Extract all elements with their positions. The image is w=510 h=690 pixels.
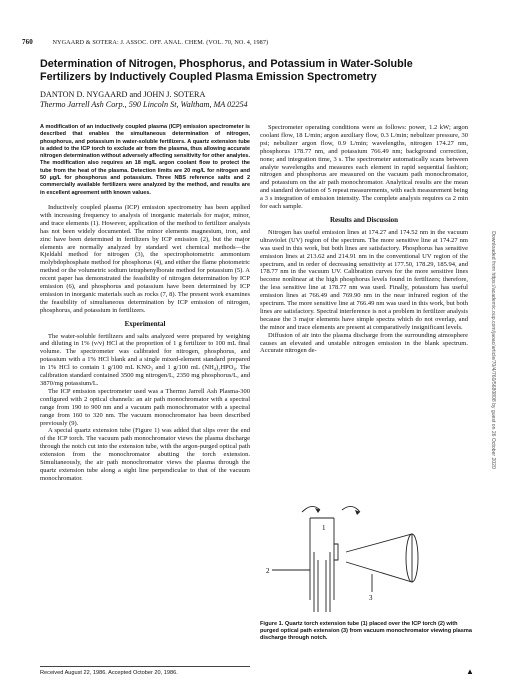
corner-mark: ▲: [466, 667, 474, 676]
abstract: A modification of an inductively coupled plasma (ICP) emission spectrometer is described that enables the simultaneous determination of nitrogen, phosphorus, and potassium in water-soluble fertilizers. A quartz extension tube is added to the ICP torch to exclude air from the plasma, thus allowing accurate nitrogen determination without adversely affecting sensitivity for other analytes. The modification also requires an 18 mg/L argon coolant flow to protect the tube from the heat of the plasma. Detection limits are 20 mg/L for nitrogen and 50 µg/L for phosphorus and potassium. Three NBS reference salts and 2 commercially available fertilizers were analyzed by the method, and results are in excellent agreement with known values.: [40, 124, 250, 196]
download-note: Downloaded from https://academic.oup.com/jaoac/article/70/4/760/5680808 by guest on 26 October 2020: [490, 231, 496, 469]
figure-label-1: 1: [322, 524, 326, 532]
download-sidebar: [486, 120, 500, 580]
figure-1-diagram: [262, 500, 470, 618]
results-paragraph-2: Diffusion of air into the plasma discharge from the surrounding atmosphere causes an elevated and unstable nitrogen emission in the blank spectrum. Accurate nitrogen de-: [260, 331, 468, 355]
intro-paragraph: Inductively coupled plasma (ICP) emission spectrometry has been applied with increasing frequency to analysis of inorganic materials for major, minor, and trace elements (1). However, application of the method to fertilizer analysis has not been widely documented. The minor elements magnesium, iron, and zinc have been determined in fertilizers by ICP emission (2), but the major elements are normally analyzed by standard wet chemical methods—the Kjeldahl method for nitrogen (3), the spectrophotometric ammonium molybdophosphate method for phosphorus (4), and either the flame photometric method or the volumetric sodium tetraphenylborate method for potassium (5). A recent paper has demonstrated the feasibility of nitrogen determination by ICP emission (6), and phosphorus and potassium have been determined by ICP emission in inorganic materials such as rocks (7, 8). The present work examines the feasibility of simultaneous determination by ICP emission of nitrogen, phosphorus, and potassium in fertilizers.: [40, 203, 250, 314]
optical-path-extension: [346, 534, 412, 582]
left-column: [40, 124, 250, 483]
author-block: [40, 90, 440, 110]
received-note: Received August 22, 1986. Accepted October 20, 1986.: [40, 666, 250, 676]
experimental-paragraph-2: The ICP emission spectrometer used was a Thermo Jarrell Ash Plasma-300 configured with 2 optical channels: an air path monochromator with a spectral range from 190 to 900 nm and a vacuum path monochromator with a spectral range from 160 to 320 nm. The vacuum monochromator has been described previously (9).: [40, 387, 250, 427]
figure-label-2: 2: [266, 567, 270, 575]
results-paragraph-1: Nitrogen has useful emission lines at 174.27 and 174.52 nm in the vacuum ultraviolet (UV) region of the spectrum. The more sensitive line at 174.27 nm was used in this work, but both lines are satisfactory. Phosphorus has sensitive emission lines at 213.62 and 214.91 nm in the conventional UV region of the spectrum, and in order of decreasing sensitivity at 177.50, 178.29, 185.94, and 178.77 nm in the vacuum UV. Calibration curves for the more sensitive lines become nonlinear at the high phosphorus levels found in fertilizers; therefore, the less sensitive line at 178.77 nm was used. Finally, potassium has useful emission lines at 766.49 and 769.90 nm in the near infrared region of the spectrum. The more sensitive line at 766.49 nm was used in this work, but both lines are satisfactory. Spectral interference is not a problem in fertilizer analysis because the 3 major elements have simple spectra which do not overlap, and the minor and trace elements are present at comparatively insignificant levels.: [260, 228, 468, 331]
authors: DANTON D. NYGAARD and JOHN J. SOTERA: [40, 90, 206, 99]
article-title: Determination of Nitrogen, Phosphorus, and Potassium in Water-Soluble Fertilizers by Inductively Coupled Plasma Emission Spectrometry: [40, 58, 413, 83]
experimental-heading: Experimental: [124, 319, 166, 328]
page-number: 760: [22, 38, 33, 46]
conditions-paragraph: Spectrometer operating conditions were as follows: power, 1.2 kW; argon coolant flow, 18 L/min; argon auxiliary flow, 0.3 L/min; nebulizer pressure, 30 psi; nebulizer argon flow, 0.9 L/min; wavelengths, nitrogen 174.27 nm, phosphorus 178.77 nm, and potassium 766.49 nm; background correction, none; and integration time, 3 s. The spectrometer automatically scans between analyte wavelengths and measures each element in rapid sequential fashion; nitrogen and phosphorus are measured on the vacuum path monochromator, and potassium on the air path monochromator. Analytical results are the mean and standard deviation of 5 repeat measurements, with each measurement being a 3 s integration of emission intensity. The complete analysis requires ca 2 min for each sample.: [260, 124, 468, 211]
experimental-paragraph-1: The water-soluble fertilizers and salts analyzed were prepared by weighing and diluting in 1% (v/v) HCl at the proportion of 1 g fertilizer to 100 mL final volume. The spectrometer was calibrated for nitrogen, phosphorus, and potassium with a 1% HCl blank and a single mixed-element standard prepared in 1% HCl to contain 1 g/100 mL KNO₃ and 1 g/100 mL (NH₄)₂HPO₄. The calibration standard contained 3500 mg nitrogen/L, 2350 mg phosphorus/L, and 3870/mg potassium/L.: [40, 332, 250, 387]
right-column: [260, 124, 468, 355]
running-head-text: NYGAARD & SOTERA: J. ASSOC. OFF. ANAL. CHEM. (VOL. 70, NO. 4, 1987): [52, 39, 269, 46]
figure-caption: Figure 1. Quartz torch extension tube (1) placed over the ICP torch (2) with purged optical path extension (3) from vacuum monochromator viewing plasma discharge through notch.: [260, 621, 472, 641]
figure-label-3: 3: [369, 594, 373, 602]
results-heading: Results and Discussion: [329, 215, 399, 224]
torch-tubes: [314, 552, 330, 612]
running-header: [22, 38, 492, 46]
notch: [334, 544, 338, 560]
experimental-paragraph-3: A special quartz extension tube (Figure 1) was added that slips over the end of the ICP torch. The vacuum path monochromator views the plasma discharge through the notch cut into the extension tube, with the argon-purged optical path extension from the monochromator abutting the torch extension. Simultaneously, the air path monochromator views the plasma through the quartz extension tube along a sight line perpendicular to that of the vacuum monochromator.: [40, 427, 250, 482]
affiliation: Thermo Jarrell Ash Corp., 590 Lincoln St, Waltham, MA 02254: [40, 100, 248, 109]
